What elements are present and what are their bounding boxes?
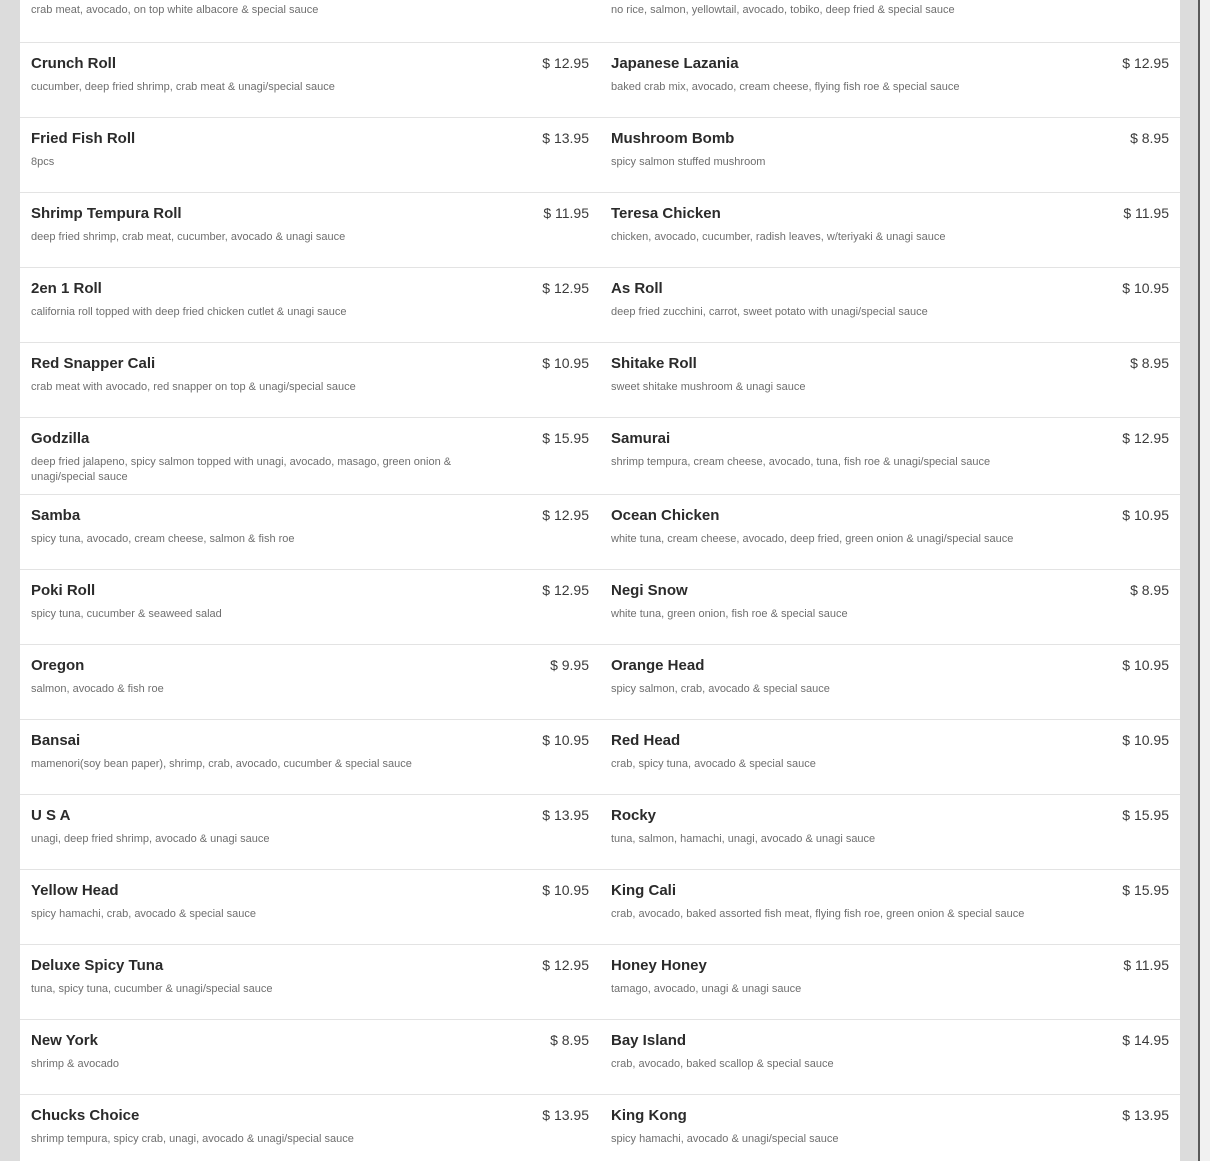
item-name: U S A <box>31 807 71 824</box>
item-description: cucumber, deep fried shrimp, crab meat & unagi/special sauce <box>31 81 335 93</box>
item-name: Godzilla <box>31 430 90 447</box>
item-price: $ 10.95 <box>1122 507 1169 523</box>
menu-item[interactable] <box>611 193 1169 267</box>
menu-row <box>20 570 1180 645</box>
menu-row <box>20 720 1180 795</box>
item-description: crab, avocado, baked assorted fish meat, flying fish roe, green onion & special sauce <box>611 908 1025 920</box>
item-price: $ 11.95 <box>1123 205 1169 221</box>
item-name: Bay Island <box>611 1032 687 1049</box>
item-description: deep fried zucchini, carrot, sweet potato with unagi/special sauce <box>611 306 928 318</box>
item-name: Rocky <box>611 807 657 824</box>
item-price: $ 8.95 <box>1130 355 1169 371</box>
item-description: spicy hamachi, crab, avocado & special sauce <box>31 908 257 920</box>
item-price: $ 10.95 <box>1122 657 1169 673</box>
item-name: Honey Honey <box>611 957 707 974</box>
menu-row <box>20 945 1180 1020</box>
item-name: Shrimp Tempura Roll <box>31 205 182 222</box>
item-price: $ 13.95 <box>542 1107 589 1123</box>
item-name: Yellow Head <box>31 882 119 899</box>
item-name: Chucks Choice <box>31 1107 140 1124</box>
item-name: As Roll <box>611 280 663 297</box>
menu-item[interactable] <box>31 795 589 869</box>
item-description: salmon, avocado & fish roe <box>31 683 164 695</box>
menu-row <box>20 1020 1180 1095</box>
item-price: $ 14.95 <box>1122 1032 1169 1048</box>
item-price: $ 8.95 <box>550 1032 589 1048</box>
item-description: baked crab mix, avocado, cream cheese, flying fish roe & special sauce <box>611 81 960 93</box>
item-description: deep fried jalapeno, spicy salmon topped with unagi, avocado, masago, green onion & unagi/special sauce <box>31 456 452 483</box>
menu-item[interactable] <box>31 870 589 944</box>
menu-item[interactable] <box>31 118 589 192</box>
menu-item[interactable] <box>611 570 1169 644</box>
item-description: unagi, deep fried shrimp, avocado & unagi sauce <box>31 833 270 845</box>
item-price: $ 11.95 <box>1123 957 1169 973</box>
menu-row <box>20 43 1180 118</box>
menu-item[interactable] <box>611 795 1169 869</box>
item-name: Fried Fish Roll <box>31 130 136 147</box>
item-description: tuna, spicy tuna, cucumber & unagi/special sauce <box>31 983 273 995</box>
menu-item[interactable] <box>31 720 589 794</box>
menu-item[interactable] <box>31 343 589 417</box>
item-description: shrimp tempura, cream cheese, avocado, tuna, fish roe & unagi/special sauce <box>611 456 991 468</box>
item-price: $ 12.95 <box>542 507 589 523</box>
item-description: spicy hamachi, avocado & unagi/special sauce <box>611 1133 839 1145</box>
item-description: white tuna, cream cheese, avocado, deep fried, green onion & unagi/special sauce <box>611 533 1014 545</box>
item-price: $ 10.95 <box>1122 732 1169 748</box>
item-price: $ 15.95 <box>1122 882 1169 898</box>
item-description: tamago, avocado, unagi & unagi sauce <box>611 983 802 995</box>
menu-row-partial <box>20 0 1180 43</box>
item-price: $ 13.95 <box>1122 1107 1169 1123</box>
item-price: $ 10.95 <box>542 355 589 371</box>
item-description: tuna, salmon, hamachi, unagi, avocado & unagi sauce <box>611 833 876 845</box>
item-price: $ 12.95 <box>542 957 589 973</box>
item-price: $ 12.95 <box>1122 55 1169 71</box>
item-name: Poki Roll <box>31 582 96 599</box>
item-price: $ 8.95 <box>1130 582 1169 598</box>
item-description: crab, avocado, baked scallop & special sauce <box>611 1058 834 1070</box>
item-name: Deluxe Spicy Tuna <box>31 957 164 974</box>
menu-item[interactable] <box>31 418 589 494</box>
item-name: Japanese Lazania <box>611 55 739 72</box>
menu-item[interactable] <box>611 118 1169 192</box>
menu-item[interactable] <box>611 495 1169 569</box>
menu-item[interactable] <box>611 418 1169 494</box>
item-name: Orange Head <box>611 657 705 674</box>
menu-item[interactable] <box>611 43 1169 117</box>
menu-row <box>20 268 1180 343</box>
item-name: Teresa Chicken <box>611 205 721 222</box>
menu-row <box>20 1095 1180 1161</box>
menu-item[interactable] <box>611 1095 1169 1161</box>
item-name: Red Head <box>611 732 681 749</box>
item-name: Shitake Roll <box>611 355 697 372</box>
item-price: $ 10.95 <box>542 882 589 898</box>
item-price: $ 15.95 <box>542 430 589 446</box>
item-description: no rice, salmon, yellowtail, avocado, tobiko, deep fried & special sauce <box>611 4 955 16</box>
menu-item[interactable] <box>31 570 589 644</box>
item-name: Samurai <box>611 430 671 447</box>
item-description: sweet shitake mushroom & unagi sauce <box>611 381 806 393</box>
item-name: Red Snapper Cali <box>31 355 156 372</box>
item-description: california roll topped with deep fried chicken cutlet & unagi sauce <box>31 306 347 318</box>
item-description: deep fried shrimp, crab meat, cucumber, avocado & unagi sauce <box>31 231 346 243</box>
item-price: $ 12.95 <box>542 55 589 71</box>
item-price: $ 13.95 <box>542 130 589 146</box>
item-description: mamenori(soy bean paper), shrimp, crab, avocado, cucumber & special sauce <box>31 758 412 770</box>
item-description: 8pcs <box>31 156 55 168</box>
menu-item[interactable] <box>31 945 589 1019</box>
menu-item[interactable] <box>31 1095 589 1161</box>
item-name: King Kong <box>611 1107 687 1124</box>
menu-row <box>20 645 1180 720</box>
item-price: $ 11.95 <box>543 205 589 221</box>
item-name: Negi Snow <box>611 582 688 599</box>
menu-item[interactable] <box>31 193 589 267</box>
item-description: crab meat with avocado, red snapper on top & unagi/special sauce <box>31 381 356 393</box>
menu-item[interactable] <box>611 343 1169 417</box>
menu-item[interactable] <box>611 268 1169 342</box>
menu-item[interactable] <box>611 1020 1169 1094</box>
item-name: King Cali <box>611 882 677 899</box>
menu-row <box>20 193 1180 268</box>
item-description: white tuna, green onion, fish roe & special sauce <box>611 608 848 620</box>
menu-item[interactable] <box>31 495 589 569</box>
menu-row <box>20 343 1180 418</box>
item-name: Samba <box>31 507 81 524</box>
menu-row <box>20 870 1180 945</box>
item-description: shrimp & avocado <box>31 1058 120 1070</box>
item-price: $ 12.95 <box>1122 430 1169 446</box>
menu-item[interactable] <box>31 645 589 719</box>
item-name: Crunch Roll <box>31 55 116 72</box>
item-name: 2en 1 Roll <box>31 280 102 297</box>
menu-row <box>20 418 1180 495</box>
item-description: crab, spicy tuna, avocado & special sauce <box>611 758 816 770</box>
menu-item[interactable] <box>31 268 589 342</box>
item-description: chicken, avocado, cucumber, radish leaves, w/teriyaki & unagi sauce <box>611 231 946 243</box>
menu-item[interactable] <box>611 645 1169 719</box>
item-description: shrimp tempura, spicy crab, unagi, avocado & unagi/special sauce <box>31 1133 354 1145</box>
item-description: crab meat, avocado, on top white albacore & special sauce <box>31 4 319 16</box>
item-price: $ 10.95 <box>542 732 589 748</box>
scrollbar[interactable] <box>1198 0 1210 1161</box>
menu-item[interactable] <box>31 1020 589 1094</box>
item-price: $ 15.95 <box>1122 807 1169 823</box>
menu-item[interactable] <box>611 720 1169 794</box>
item-price: $ 13.95 <box>542 807 589 823</box>
menu-item[interactable] <box>31 43 589 117</box>
menu-item[interactable] <box>611 945 1169 1019</box>
menu-row <box>20 118 1180 193</box>
item-name: Oregon <box>31 657 85 674</box>
item-name: Mushroom Bomb <box>611 130 735 147</box>
item-description: spicy salmon stuffed mushroom <box>611 156 766 168</box>
item-price: $ 12.95 <box>542 280 589 296</box>
item-price: $ 9.95 <box>550 657 589 673</box>
item-name: Ocean Chicken <box>611 507 720 524</box>
item-price: $ 10.95 <box>1122 280 1169 296</box>
menu-item[interactable] <box>611 870 1169 944</box>
item-name: New York <box>31 1032 98 1049</box>
item-description: spicy salmon, crab, avocado & special sauce <box>611 683 830 695</box>
item-name: Bansai <box>31 732 81 749</box>
menu-row <box>20 795 1180 870</box>
item-description: spicy tuna, avocado, cream cheese, salmon & fish roe <box>31 533 295 545</box>
item-price: $ 12.95 <box>542 582 589 598</box>
menu-page <box>20 0 1180 1161</box>
menu-row <box>20 495 1180 570</box>
item-description: spicy tuna, cucumber & seaweed salad <box>31 608 222 620</box>
item-price: $ 8.95 <box>1130 130 1169 146</box>
